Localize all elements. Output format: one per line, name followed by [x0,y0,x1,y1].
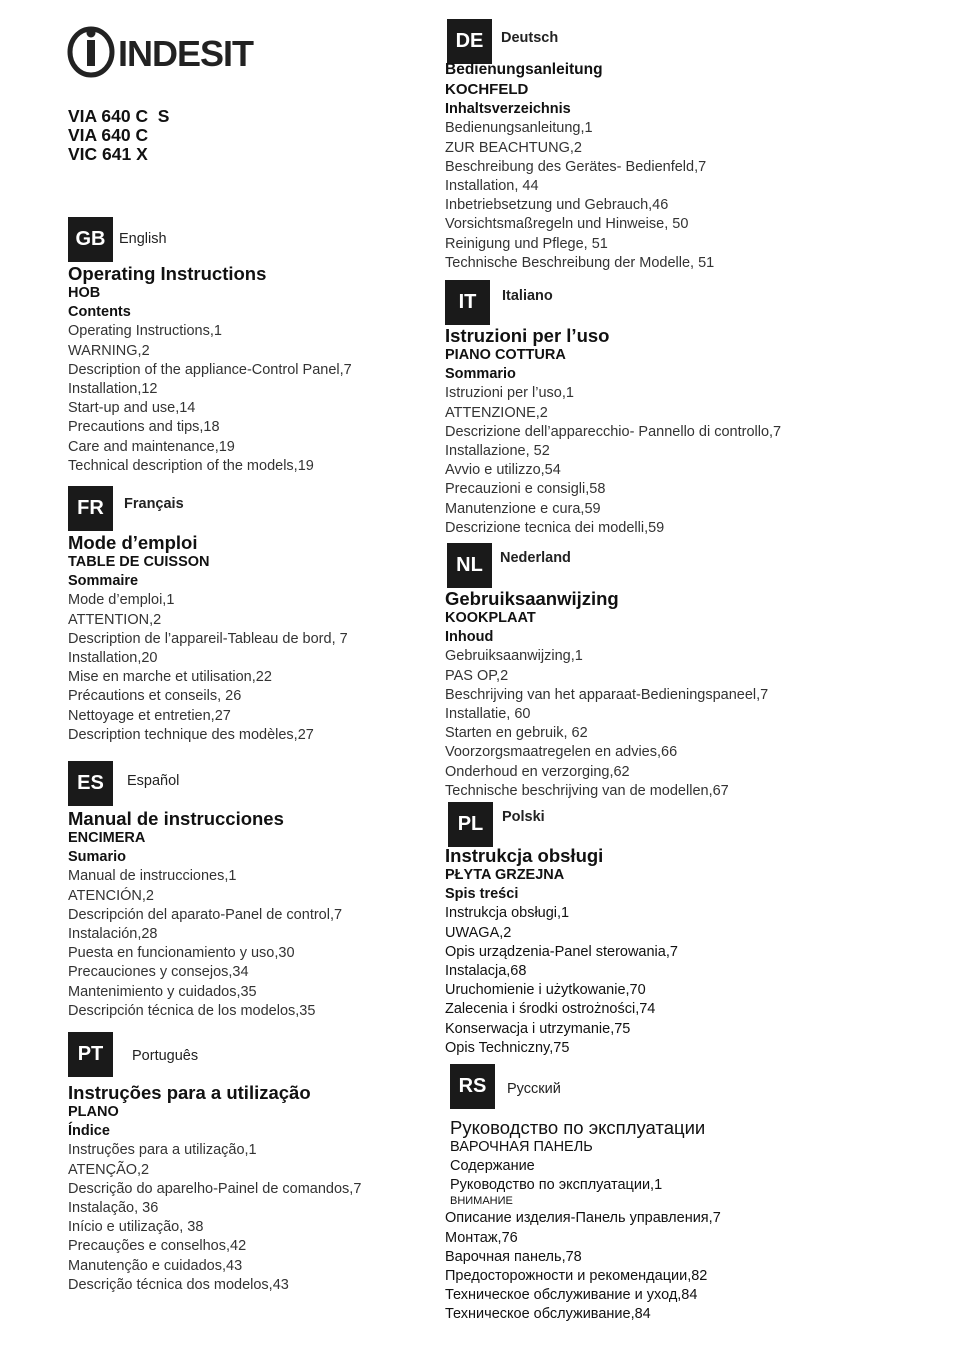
contents-heading: Contents [68,304,131,321]
toc-item: Описание изделия-Панель управления,7 [445,1210,721,1227]
toc-item: Descrizione dell’apparecchio- Pannello di controllo,7 [445,423,782,440]
toc-item: Mode d’emploi,1 [68,592,175,609]
toc-item: ATTENTION,2 [68,611,162,628]
toc-item: Technische Beschreibung der Modelle, 51 [445,254,715,271]
product-name: KOCHFELD [445,81,529,99]
language-badge: PL [448,802,493,847]
contents-heading: Índice [68,1123,110,1140]
toc-item: Manual de instrucciones,1 [68,868,237,885]
toc-item: Starten en gebruik, 62 [445,725,588,742]
toc-item: Варочная панель,78 [445,1248,582,1265]
toc-item: Descripción del aparato-Panel de control,7 [68,906,343,923]
section-title: Bedienungsanleitung [445,61,603,78]
toc-item: WARNING,2 [68,342,150,359]
contents-heading: Spis treści [445,886,519,903]
toc-item: Istruzioni per l’uso,1 [445,385,574,402]
toc-item: ВНИМАНИЕ [450,1195,513,1208]
toc-item: Instrukcja obsługi,1 [445,905,570,922]
toc-item: Manutenzione e cura,59 [445,500,601,517]
model-name: VIA 640 C [68,125,149,145]
toc-item: Description of the appliance-Control Panel,7 [68,361,352,378]
toc-item: Gebruiksaanwijzing,1 [445,648,583,665]
toc-item: Zalecenia i środki ostrożności,74 [445,1001,656,1018]
toc-item: Installazione, 52 [445,443,550,460]
model-list [68,107,169,164]
language-badge: ES [68,761,113,806]
toc-item: Installation, 44 [445,178,539,195]
toc-item: Opis urządzenia-Panel sterowania,7 [445,943,678,960]
toc-item: Précautions et conseils, 26 [68,688,242,705]
product-name: PŁYTA GRZEJNA [445,867,565,883]
language-name: Nederland [500,550,571,566]
section-title: Instruções para a utilização [68,1082,311,1103]
indesit-logo [66,24,276,84]
toc-item: Precautions and tips,18 [68,419,220,436]
toc-item: Руководство по эксплуатации,1 [450,1177,663,1194]
toc-item: PAS OP,2 [445,667,509,684]
toc-item: Техническое обслуживание и уход,84 [445,1287,698,1304]
toc-item: Operating Instructions,1 [68,323,222,340]
toc-item: Bedienungsanleitung,1 [445,120,593,137]
toc-item: Opis Techniczny,75 [445,1039,570,1056]
model-name: VIC 641 X [68,144,148,164]
contents-heading: Sommario [445,366,516,383]
language-name: Español [127,773,180,789]
toc-item: Precauzioni e consigli,58 [445,481,606,498]
toc-item: Instruções para a utilização,1 [68,1142,257,1159]
section-title: Manual de instrucciones [68,808,284,829]
toc-item: Descrizione tecnica dei modelli,59 [445,519,665,536]
contents-heading: Содержание [450,1158,535,1175]
language-badge: PT [68,1032,113,1077]
toc-item: Техническое обслуживание,84 [445,1306,651,1323]
product-name: PIANO COTTURA [445,347,566,363]
toc-item: UWAGA,2 [445,924,512,941]
language-name: Русский [507,1081,561,1097]
toc-item: Mise en marche et utilisation,22 [68,669,272,686]
toc-item: Descripción técnica de los modelos,35 [68,1002,316,1019]
toc-item: Voorzorgsmaatregelen en advies,66 [445,744,678,761]
toc-item: Onderhoud en verzorging,62 [445,763,630,780]
section-title: Istruzioni per l’uso [445,325,610,346]
language-badge: NL [447,543,492,588]
product-name: HOB [68,285,101,301]
contents-heading: Sommaire [68,573,139,590]
contents-heading: Inhaltsverzeichnis [445,101,571,118]
toc-item: Reinigung und Pflege, 51 [445,235,608,252]
contents-heading: Inhoud [445,629,494,646]
toc-item: ATENCIÓN,2 [68,887,154,904]
product-name: ENCIMERA [68,830,146,846]
language-badge: IT [445,280,490,325]
toc-item: Description de l’appareil-Tableau de bord, 7 [68,630,348,647]
language-name: Português [132,1048,199,1064]
language-name: Français [124,496,184,512]
toc-item: Puesta en funcionamiento y uso,30 [68,945,295,962]
toc-item: Inbetriebsetzung und Gebrauch,46 [445,197,669,214]
toc-item: Installation,20 [68,650,158,667]
toc-item: Technical description of the models,19 [68,457,314,474]
language-badge: GB [68,217,113,262]
svg-text:INDESIT: INDESIT [118,33,254,74]
toc-item: Care and maintenance,19 [68,438,235,455]
toc-item: Beschreibung des Gerätes- Bedienfeld,7 [445,158,707,175]
language-name: English [119,231,167,247]
section-title: Operating Instructions [68,263,267,284]
toc-item: ZUR BEACHTUNG,2 [445,139,582,156]
toc-item: Instalación,28 [68,926,158,943]
language-badge: DE [447,19,492,64]
toc-item: Precauciones y consejos,34 [68,964,249,981]
language-name: Polski [502,809,545,825]
model-name: VIA 640 C S [68,106,170,126]
toc-item: Avvio e utilizzo,54 [445,462,561,479]
toc-item: Technische beschrijving van de modellen,67 [445,782,729,799]
toc-item: Konserwacja i utrzymanie,75 [445,1020,631,1037]
language-name: Deutsch [501,30,559,46]
toc-item: Descrição técnica dos modelos,43 [68,1276,289,1293]
toc-item: Instalação, 36 [68,1200,159,1217]
section-title: Gebruiksaanwijzing [445,588,619,609]
toc-item: Descrição do aparelho-Painel de comandos,7 [68,1180,362,1197]
section-title: Mode d’emploi [68,532,198,553]
product-name: TABLE DE CUISSON [68,554,210,570]
toc-item: Start-up and use,14 [68,400,196,417]
toc-item: Manutenção e cuidados,43 [68,1257,243,1274]
toc-item: Installation,12 [68,381,158,398]
toc-item: Instalacja,68 [445,963,527,980]
toc-item: Description technique des modèles,27 [68,726,314,743]
product-name: ВАРОЧНАЯ ПАНЕЛЬ [450,1139,593,1155]
language-badge: FR [68,486,113,531]
toc-item: Precauções e conselhos,42 [68,1238,247,1255]
language-name: Italiano [502,288,553,304]
language-badge: RS [450,1064,495,1109]
toc-item: Beschrijving van het apparaat-Bedieningspaneel,7 [445,686,769,703]
toc-item: Предосторожности и рекомендации,82 [445,1268,708,1285]
toc-item: ATENÇÃO,2 [68,1161,150,1178]
section-title: Instrukcja obsługi [445,845,604,866]
toc-item: Vorsichtsmaßregeln und Hinweise, 50 [445,216,689,233]
toc-item: Início e utilização, 38 [68,1219,204,1236]
section-title: Руководство по эксплуатации [450,1117,706,1138]
contents-heading: Sumario [68,849,127,866]
toc-item: Uruchomienie i użytkowanie,70 [445,982,646,999]
toc-item: Монтаж,76 [445,1229,518,1246]
product-name: PLANO [68,1104,119,1120]
toc-item: ATTENZIONE,2 [445,404,548,421]
toc-item: Installatie, 60 [445,706,531,723]
product-name: KOOKPLAAT [445,610,536,626]
toc-item: Mantenimiento y cuidados,35 [68,983,257,1000]
toc-item: Nettoyage et entretien,27 [68,707,231,724]
